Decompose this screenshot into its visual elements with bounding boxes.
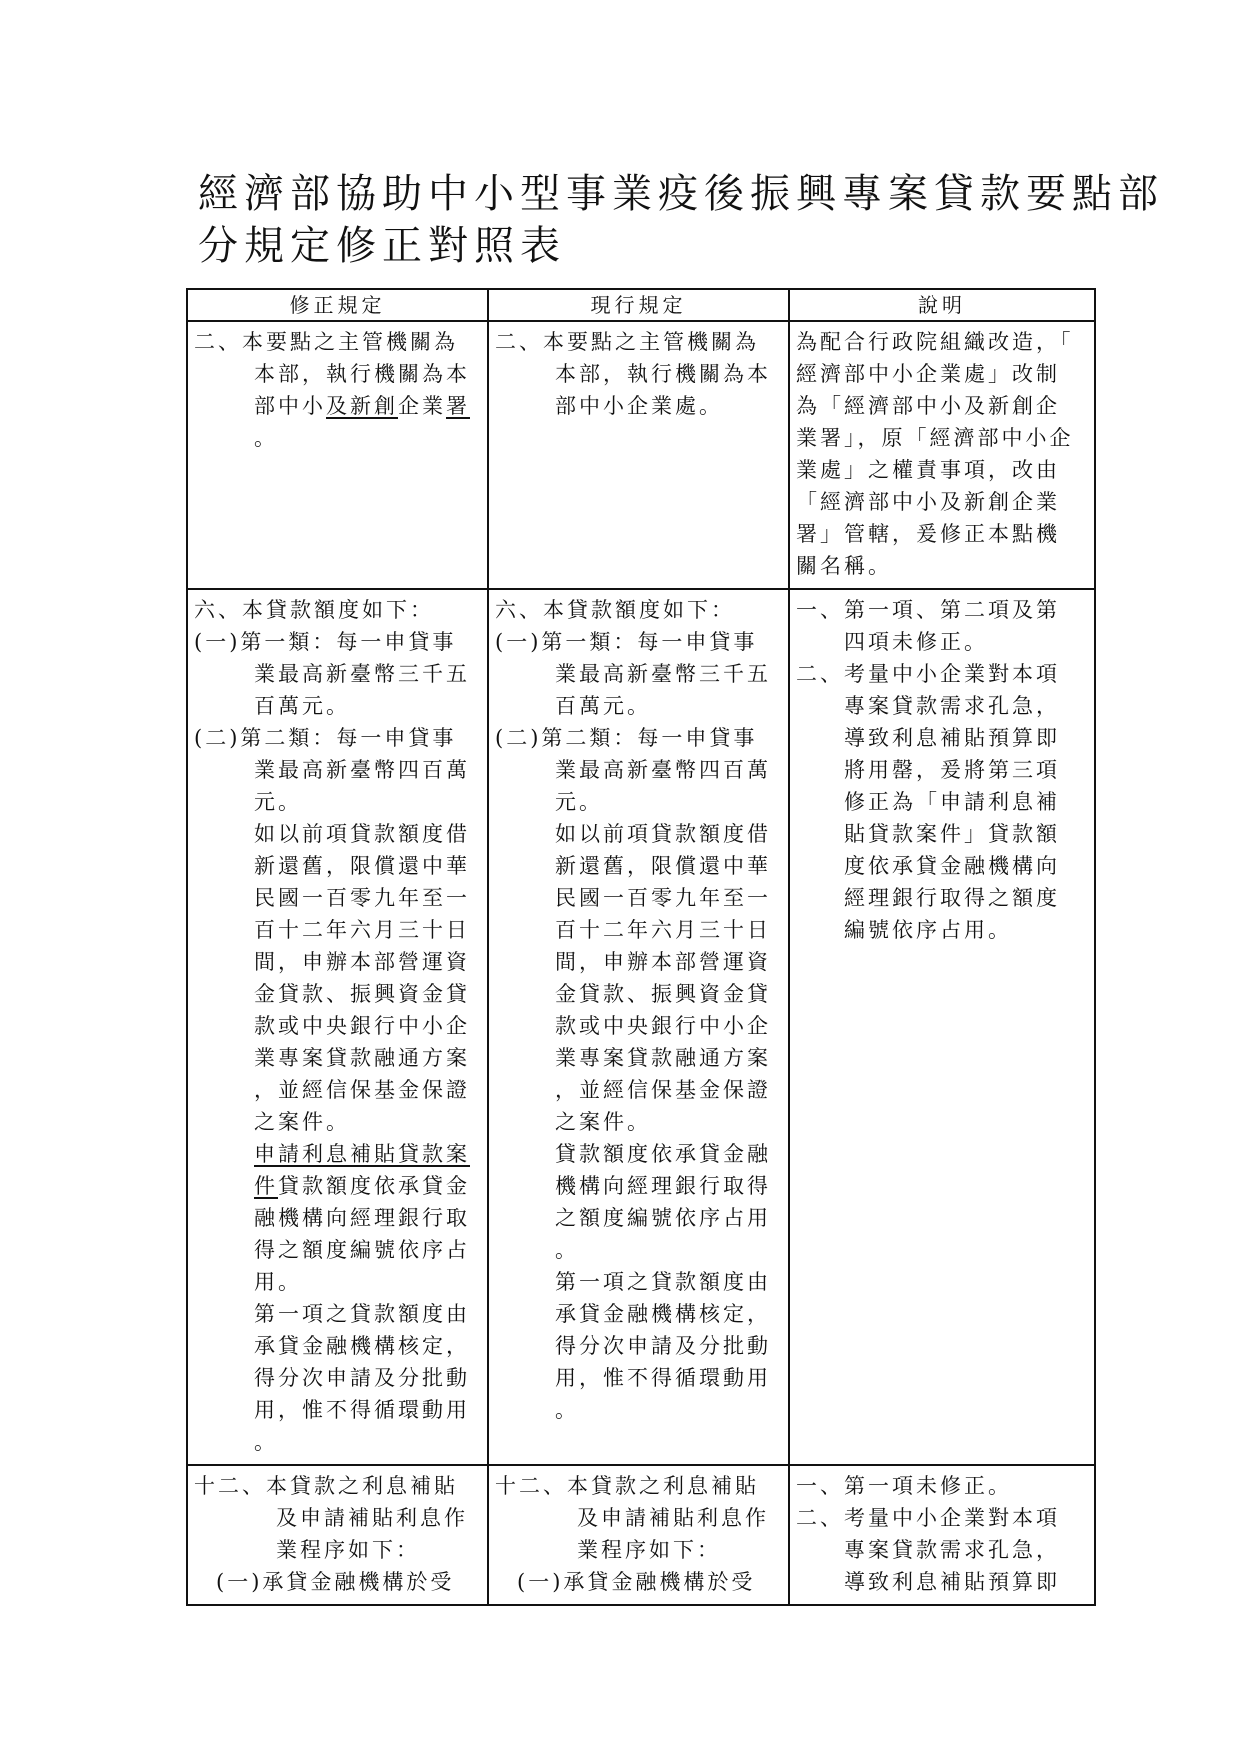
text-line: (一)承貸金融機構於受 [216, 1570, 455, 1594]
explanation-cell [789, 1465, 1095, 1605]
text-line: 業最高新臺幣四百萬 [555, 758, 771, 782]
text-line: 六、本貸款額度如下： [495, 598, 735, 622]
text-line: ，並經信保基金保證 [254, 1078, 470, 1102]
text-line: 六、本貸款額度如下： [194, 598, 434, 622]
text-line: 新還舊，限償還中華 [555, 854, 771, 878]
text-line: 百萬元。 [254, 694, 350, 718]
text-line: 二、考量中小企業對本項 [796, 1506, 1060, 1530]
text-line: 。 [555, 1398, 579, 1422]
text-line: 修正為「申請利息補 [844, 790, 1060, 814]
text-line: 度依承貸金融機構向 [844, 854, 1060, 878]
text-line: 導致利息補貼預算即 [844, 1570, 1060, 1594]
text-line: 業最高新臺幣四百萬 [254, 758, 470, 782]
text-line: 經濟部中小企業處」改制 [796, 362, 1060, 386]
text-line: 貼貸款案件」貸款額 [844, 822, 1060, 846]
text-line: 十二、本貸款之利息補貼 [495, 1474, 759, 1498]
text-line: 及申請補貼利息作 [276, 1506, 468, 1530]
text-line: 間，申辦本部營運資 [254, 950, 470, 974]
text-line: 用。 [254, 1270, 302, 1294]
text-line: 民國一百零九年至一 [254, 886, 470, 910]
underlined-amendment: 件 [254, 1174, 278, 1198]
header-amended: 修正規定 [187, 289, 488, 321]
text-line: 業專案貸款融通方案 [555, 1046, 771, 1070]
current-cell [488, 321, 789, 589]
underlined-amendment: 申請利息補貼貸款案 [254, 1142, 470, 1166]
text-line: 之案件。 [555, 1110, 651, 1134]
text-line: (二)第二類：每一申貸事 [194, 726, 457, 750]
current-cell [488, 1465, 789, 1605]
header-row [187, 289, 1095, 321]
amended-cell [187, 321, 488, 589]
text-line: 款或中央銀行中小企 [254, 1014, 470, 1038]
text-line: 業程序如下： [276, 1538, 420, 1562]
text-line: 署」管轄，爰修正本點機 [796, 522, 1060, 546]
text-line: 二、本要點之主管機關為 [194, 330, 458, 354]
text-line: 本部，執行機關為本 [254, 362, 470, 386]
text-line: ，並經信保基金保證 [555, 1078, 771, 1102]
text-line: 第一項之貸款額度由 [254, 1302, 470, 1326]
text-line: 金貸款、振興資金貸 [555, 982, 771, 1006]
text-line: 「經濟部中小及新創企業 [796, 490, 1060, 514]
text-line: 業最高新臺幣三千五 [555, 662, 771, 686]
text-line: 第一項之貸款額度由 [555, 1270, 771, 1294]
underlined-amendment: 署 [446, 394, 470, 418]
text-line: 。 [254, 1430, 278, 1454]
text-line: 之案件。 [254, 1110, 350, 1134]
text-line: 元。 [555, 790, 603, 814]
underlined-amendment: 及新創 [326, 394, 398, 418]
text-line: 百十二年六月三十日 [555, 918, 771, 942]
text-line: (一)承貸金融機構於受 [517, 1570, 756, 1594]
text-line: (一)第一類：每一申貸事 [194, 630, 457, 654]
text-line: 融機構向經理銀行取 [254, 1206, 470, 1230]
text-line: 用，惟不得循環動用 [254, 1398, 470, 1422]
text-line: 百萬元。 [555, 694, 651, 718]
current-cell [488, 589, 789, 1465]
explanation-cell [789, 321, 1095, 589]
text-line: 專案貸款需求孔急， [844, 694, 1060, 718]
text-line: 百十二年六月三十日 [254, 918, 470, 942]
text-line: 四項未修正。 [844, 630, 988, 654]
text-line: 及申請補貼利息作 [577, 1506, 769, 1530]
text-line: 業最高新臺幣三千五 [254, 662, 470, 686]
text-line: 。 [254, 426, 278, 450]
text-line: 將用罄，爰將第三項 [844, 758, 1060, 782]
text-line: (一)第一類：每一申貸事 [495, 630, 758, 654]
text-line [194, 390, 481, 422]
text-line: 本部，執行機關為本 [555, 362, 771, 386]
text-line: 承貸金融機構核定， [254, 1334, 470, 1358]
text-line: 新還舊，限償還中華 [254, 854, 470, 878]
text-line: 十二、本貸款之利息補貼 [194, 1474, 458, 1498]
text-line: 承貸金融機構核定， [555, 1302, 771, 1326]
text-line: 用，惟不得循環動用 [555, 1366, 771, 1390]
explanation-cell [789, 589, 1095, 1465]
text-line: 專案貸款需求孔急， [844, 1538, 1060, 1562]
table-row [187, 589, 1095, 1465]
text-line: 業署」，原「經濟部中小企 [796, 426, 1074, 450]
text-line: 貸款額度依承貸金融 [555, 1142, 771, 1166]
amended-cell [187, 1465, 488, 1605]
text-line: 導致利息補貼預算即 [844, 726, 1060, 750]
text-line: 關名稱。 [796, 554, 892, 578]
amended-cell [187, 589, 488, 1465]
text-line: 得分次申請及分批動 [254, 1366, 470, 1390]
table-row [187, 321, 1095, 589]
text-fragment: 企業 [398, 394, 446, 418]
header-current: 現行規定 [488, 289, 789, 321]
text-line: 經理銀行取得之額度 [844, 886, 1060, 910]
text-line: 編號依序占用。 [844, 918, 1012, 942]
text-line: 二、考量中小企業對本項 [796, 662, 1060, 686]
document-title [198, 168, 1164, 272]
text-fragment: 部中小 [254, 394, 326, 418]
text-line: 元。 [254, 790, 302, 814]
title-line-2: 分規定修正對照表 [198, 223, 566, 269]
text-line: 金貸款、振興資金貸 [254, 982, 470, 1006]
text-line [194, 1138, 481, 1170]
text-line: 如以前項貸款額度借 [555, 822, 771, 846]
text-line: 民國一百零九年至一 [555, 886, 771, 910]
text-line: 一、第一項、第二項及第 [796, 598, 1060, 622]
text-line: 業處」之權責事項，改由 [796, 458, 1060, 482]
text-line: 之額度編號依序占用 [555, 1206, 771, 1230]
text-line [194, 1170, 481, 1202]
title-line-1: 經濟部協助中小型事業疫後振興專案貸款要點部 [198, 171, 1164, 217]
comparison-table [186, 288, 1096, 1606]
text-line: 二、本要點之主管機關為 [495, 330, 759, 354]
text-line: 款或中央銀行中小企 [555, 1014, 771, 1038]
text-line: 如以前項貸款額度借 [254, 822, 470, 846]
text-line: 部中小企業處。 [555, 394, 723, 418]
text-line: 一、第一項未修正。 [796, 1474, 1012, 1498]
text-line: 得之額度編號依序占 [254, 1238, 470, 1262]
header-explanation: 說明 [789, 289, 1095, 321]
text-line: 為「經濟部中小及新創企 [796, 394, 1060, 418]
text-fragment: 貸款額度依承貸金 [278, 1174, 470, 1198]
text-line: 間，申辦本部營運資 [555, 950, 771, 974]
table-row [187, 1465, 1095, 1605]
text-line: 機構向經理銀行取得 [555, 1174, 771, 1198]
text-line: 得分次申請及分批動 [555, 1334, 771, 1358]
text-line: 。 [555, 1238, 579, 1262]
text-line: (二)第二類：每一申貸事 [495, 726, 758, 750]
text-line: 業專案貸款融通方案 [254, 1046, 470, 1070]
text-line: 為配合行政院組織改造，「 [796, 330, 1074, 354]
text-line: 業程序如下： [577, 1538, 721, 1562]
